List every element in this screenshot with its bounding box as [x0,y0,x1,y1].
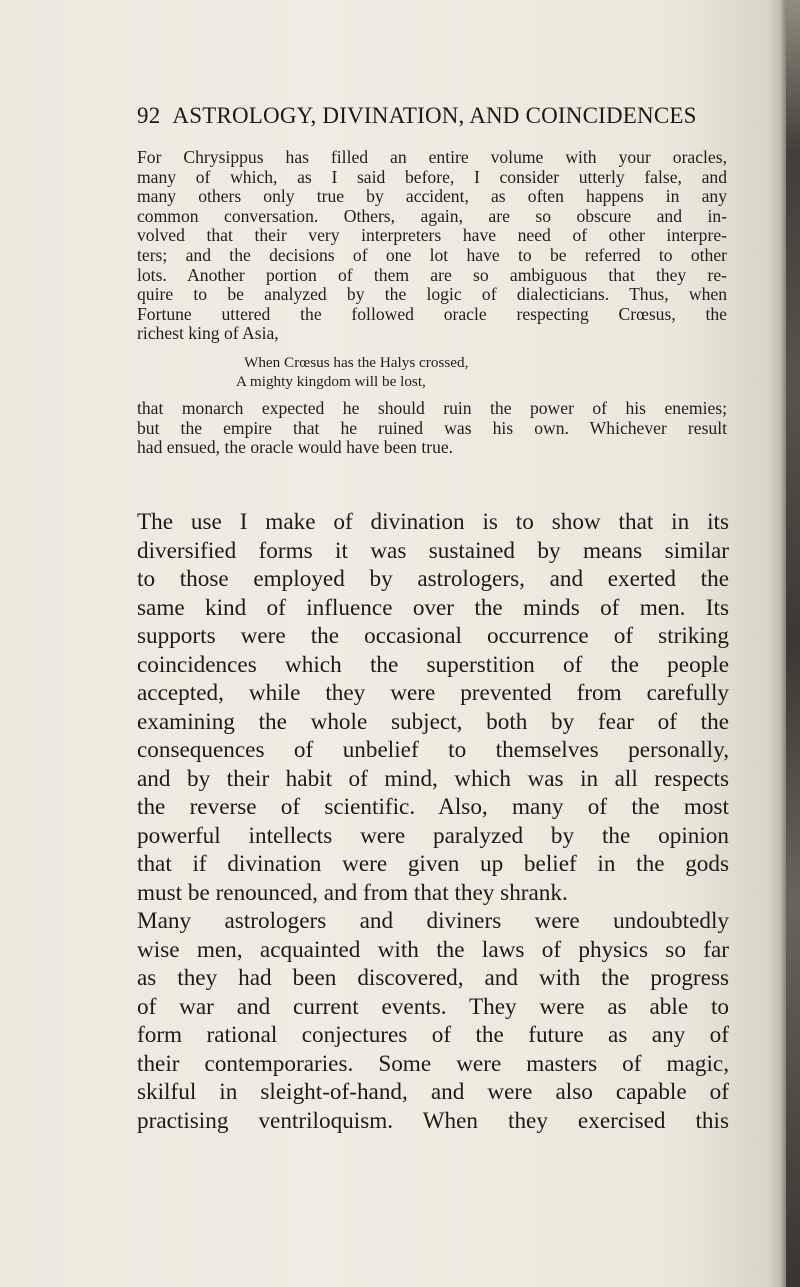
text-line: practising ventriloquism. When they exercised this [137,1107,729,1134]
text-line: many of which, as I said before, I consider utterly false, and [137,166,727,187]
text-line: accepted, while they were prevented from carefully [137,680,729,706]
text-line: form rational conjectures of the future as any of [137,1022,729,1048]
text-line: the reverse of scientific. Also, many of the most [137,794,729,820]
text-line: ters; and the decisions of one lot have to be referred to other [137,244,727,265]
page-edge [786,0,800,1287]
text-line: common conversation. Others, again, are so obscure and in- [137,205,727,226]
text-line: consequences of unbelief to themselves personally, [137,737,729,763]
main-body-text [137,508,729,1135]
text-line: as they had been discovered, and with the progress [137,965,729,991]
running-head [137,103,727,129]
quotation-paragraph-2 [137,399,727,458]
text-line: and by their habit of mind, which was in all respects [137,765,729,792]
page-number: 92 [137,103,161,128]
text-line: diversified forms it was sustained by means similar [137,537,729,564]
text-line: their contemporaries. Some were masters of magic, [137,1050,729,1077]
text-line: coincidences which the superstition of the people [137,651,729,678]
text-line: of war and current events. They were as able to [137,993,729,1020]
text-line: examining the whole subject, both by fear of the [137,708,729,735]
text-line: that monarch expected he should ruin the power of his enemies; [137,398,727,418]
text-line: Fortune uttered the followed oracle respecting Crœsus, the [137,303,727,324]
text-line: to those employed by astrologers, and exerted the [137,566,729,592]
text-line: wise men, acquainted with the laws of physics so far [137,936,729,963]
verse-line-1: When Crœsus has the Halys crossed, [244,354,469,371]
running-title: ASTROLOGY, DIVINATION, AND COINCIDENCES [172,103,697,128]
text-line: supports were the occasional occurrence of striking [137,623,729,649]
text-line: richest king of Asia, [137,323,279,344]
text-line: quire to be analyzed by the logic of dialecticians. Thus, when [137,284,727,305]
text-line: Many astrologers and diviners were undoubtedly [137,908,729,934]
text-line: many others only true by accident, as often happens in any [137,186,727,207]
text-line: For Chrysippus has filled an entire volume with your oracles, [137,147,727,167]
text-line: volved that their very interpreters have need of other interpre- [137,225,727,246]
text-line: powerful intellects were paralyzed by the opinion [137,822,729,849]
text-line: that if divination were given up belief in the gods [137,851,729,877]
verse-line-2: A mighty kingdom will be lost, [236,373,426,390]
text-line: must be renounced, and from that they shrank. [137,879,568,906]
text-line: had ensued, the oracle would have been true. [137,437,454,458]
text-line: same kind of influence over the minds of men. Its [137,594,729,621]
text-line: The use I make of divination is to show that in its [137,509,729,535]
text-line: skilful in sleight-of-hand, and were also capable of [137,1079,729,1105]
text-line: lots. Another portion of them are so ambiguous that they re- [137,264,727,285]
text-line: but the empire that he ruined was his own. Whichever result [137,417,727,438]
oracle-verse [236,353,469,391]
quotation-paragraph-1 [137,148,727,344]
